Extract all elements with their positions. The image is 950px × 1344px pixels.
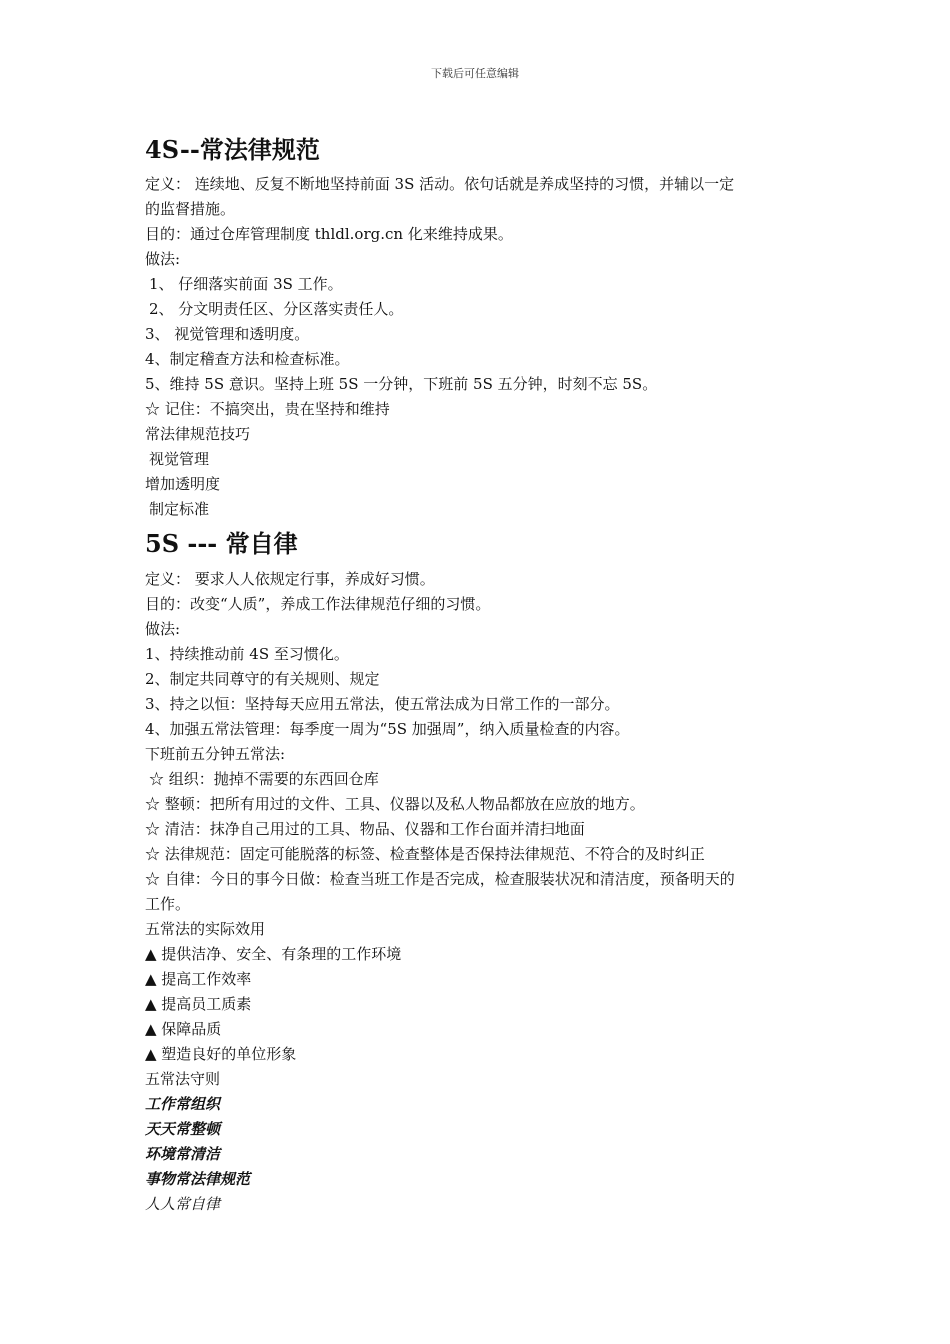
effect-item: ▲ 保障品质 — [145, 1020, 222, 1038]
section-4s-tip: 视觉管理 — [149, 450, 210, 468]
section-4s-method-label: 做法: — [145, 250, 181, 268]
section-5s-step: 3、持之以恒：坚持每天应用五常法，使五常法成为日常工作的一部分。 — [145, 695, 620, 713]
five-minute-title: 下班前五分钟五常法: — [145, 745, 286, 763]
section-4s-purpose: 目的：通过仓库管理制度 thldl.org.cn 化来维持成果。 — [145, 225, 513, 243]
five-minute-item: ☆ 自律：今日的事今日做：检查当班工作是否完成，检查服装状况和清洁度，预备明天的 — [145, 870, 735, 888]
section-5s-step: 1、持续推动前 4S 至习惯化。 — [145, 645, 349, 663]
rule-item: 工作常组织 — [145, 1095, 221, 1113]
effect-item: ▲ 提高员工质素 — [145, 995, 252, 1013]
five-minute-item: ☆ 整顿：把所有用过的文件、工具、仪器以及私人物品都放在应放的地方。 — [145, 795, 645, 813]
section-4s-tip: 制定标准 — [149, 500, 210, 518]
rule-item: 事物常法律规范 — [145, 1170, 251, 1188]
effects-title: 五常法的实际效用 — [145, 920, 266, 938]
effect-item: ▲ 提高工作效率 — [145, 970, 252, 988]
section-4s-step: 5、维持 5S 意识。坚持上班 5S 一分钟，下班前 5S 五分钟，时刻不忘 5S。 — [145, 375, 658, 393]
section-4s-step: 2、 分文明责任区、分区落实责任人。 — [149, 300, 404, 318]
effect-item: ▲ 提供洁净、安全、有条理的工作环境 — [145, 945, 402, 963]
five-minute-item: ☆ 法律规范：固定可能脱落的标签、检查整体是否保持法律规范、不符合的及时纠正 — [145, 845, 705, 863]
rule-item: 人人常自律 — [145, 1195, 221, 1213]
section-5s-step: 2、制定共同尊守的有关规则、规定 — [145, 670, 380, 688]
section-5s-title: 5S --- 常自律 — [145, 529, 298, 558]
rules-title: 五常法守则 — [145, 1070, 221, 1088]
section-5s-method-label: 做法: — [145, 620, 181, 638]
section-4s-title: 4S--常法律规范 — [145, 135, 320, 164]
section-4s-definition: 定义： 连续地、反复不断地坚持前面 3S 活动。依句话就是养成坚持的习惯，并辅以一定 — [145, 175, 735, 193]
section-4s-step: 1、 仔细落实前面 3S 工作。 — [149, 275, 343, 293]
section-4s-step: 4、制定稽查方法和检查标准。 — [145, 350, 350, 368]
section-5s-step: 4、加强五常法管理：每季度一周为“5S 加强周”，纳入质量检查的内容。 — [145, 720, 630, 738]
section-4s-step: 3、 视觉管理和透明度。 — [145, 325, 310, 343]
rule-item: 天天常整顿 — [145, 1120, 221, 1138]
section-4s-remember: ☆ 记住：不搞突出，贵在坚持和维持 — [145, 400, 390, 418]
five-minute-item: ☆ 组织：抛掉不需要的东西回仓库 — [149, 770, 379, 788]
five-minute-item-cont: 工作。 — [145, 895, 191, 913]
section-4s-tip: 增加透明度 — [145, 475, 221, 493]
section-5s-purpose: 目的：改变“人质”，养成工作法律规范仔细的习惯。 — [145, 595, 491, 613]
page-header: 下载后可任意编辑 — [431, 67, 519, 80]
five-minute-item: ☆ 清洁：抹净自己用过的工具、物品、仪器和工作台面并清扫地面 — [145, 820, 585, 838]
effect-item: ▲ 塑造良好的单位形象 — [145, 1045, 297, 1063]
section-4s-definition-cont: 的监督措施。 — [145, 200, 236, 218]
rule-item: 环境常清洁 — [145, 1145, 221, 1163]
section-4s-tips-title: 常法律规范技巧 — [145, 425, 251, 443]
section-5s-definition: 定义： 要求人人依规定行事，养成好习惯。 — [145, 570, 435, 588]
document-body — [145, 131, 810, 1217]
